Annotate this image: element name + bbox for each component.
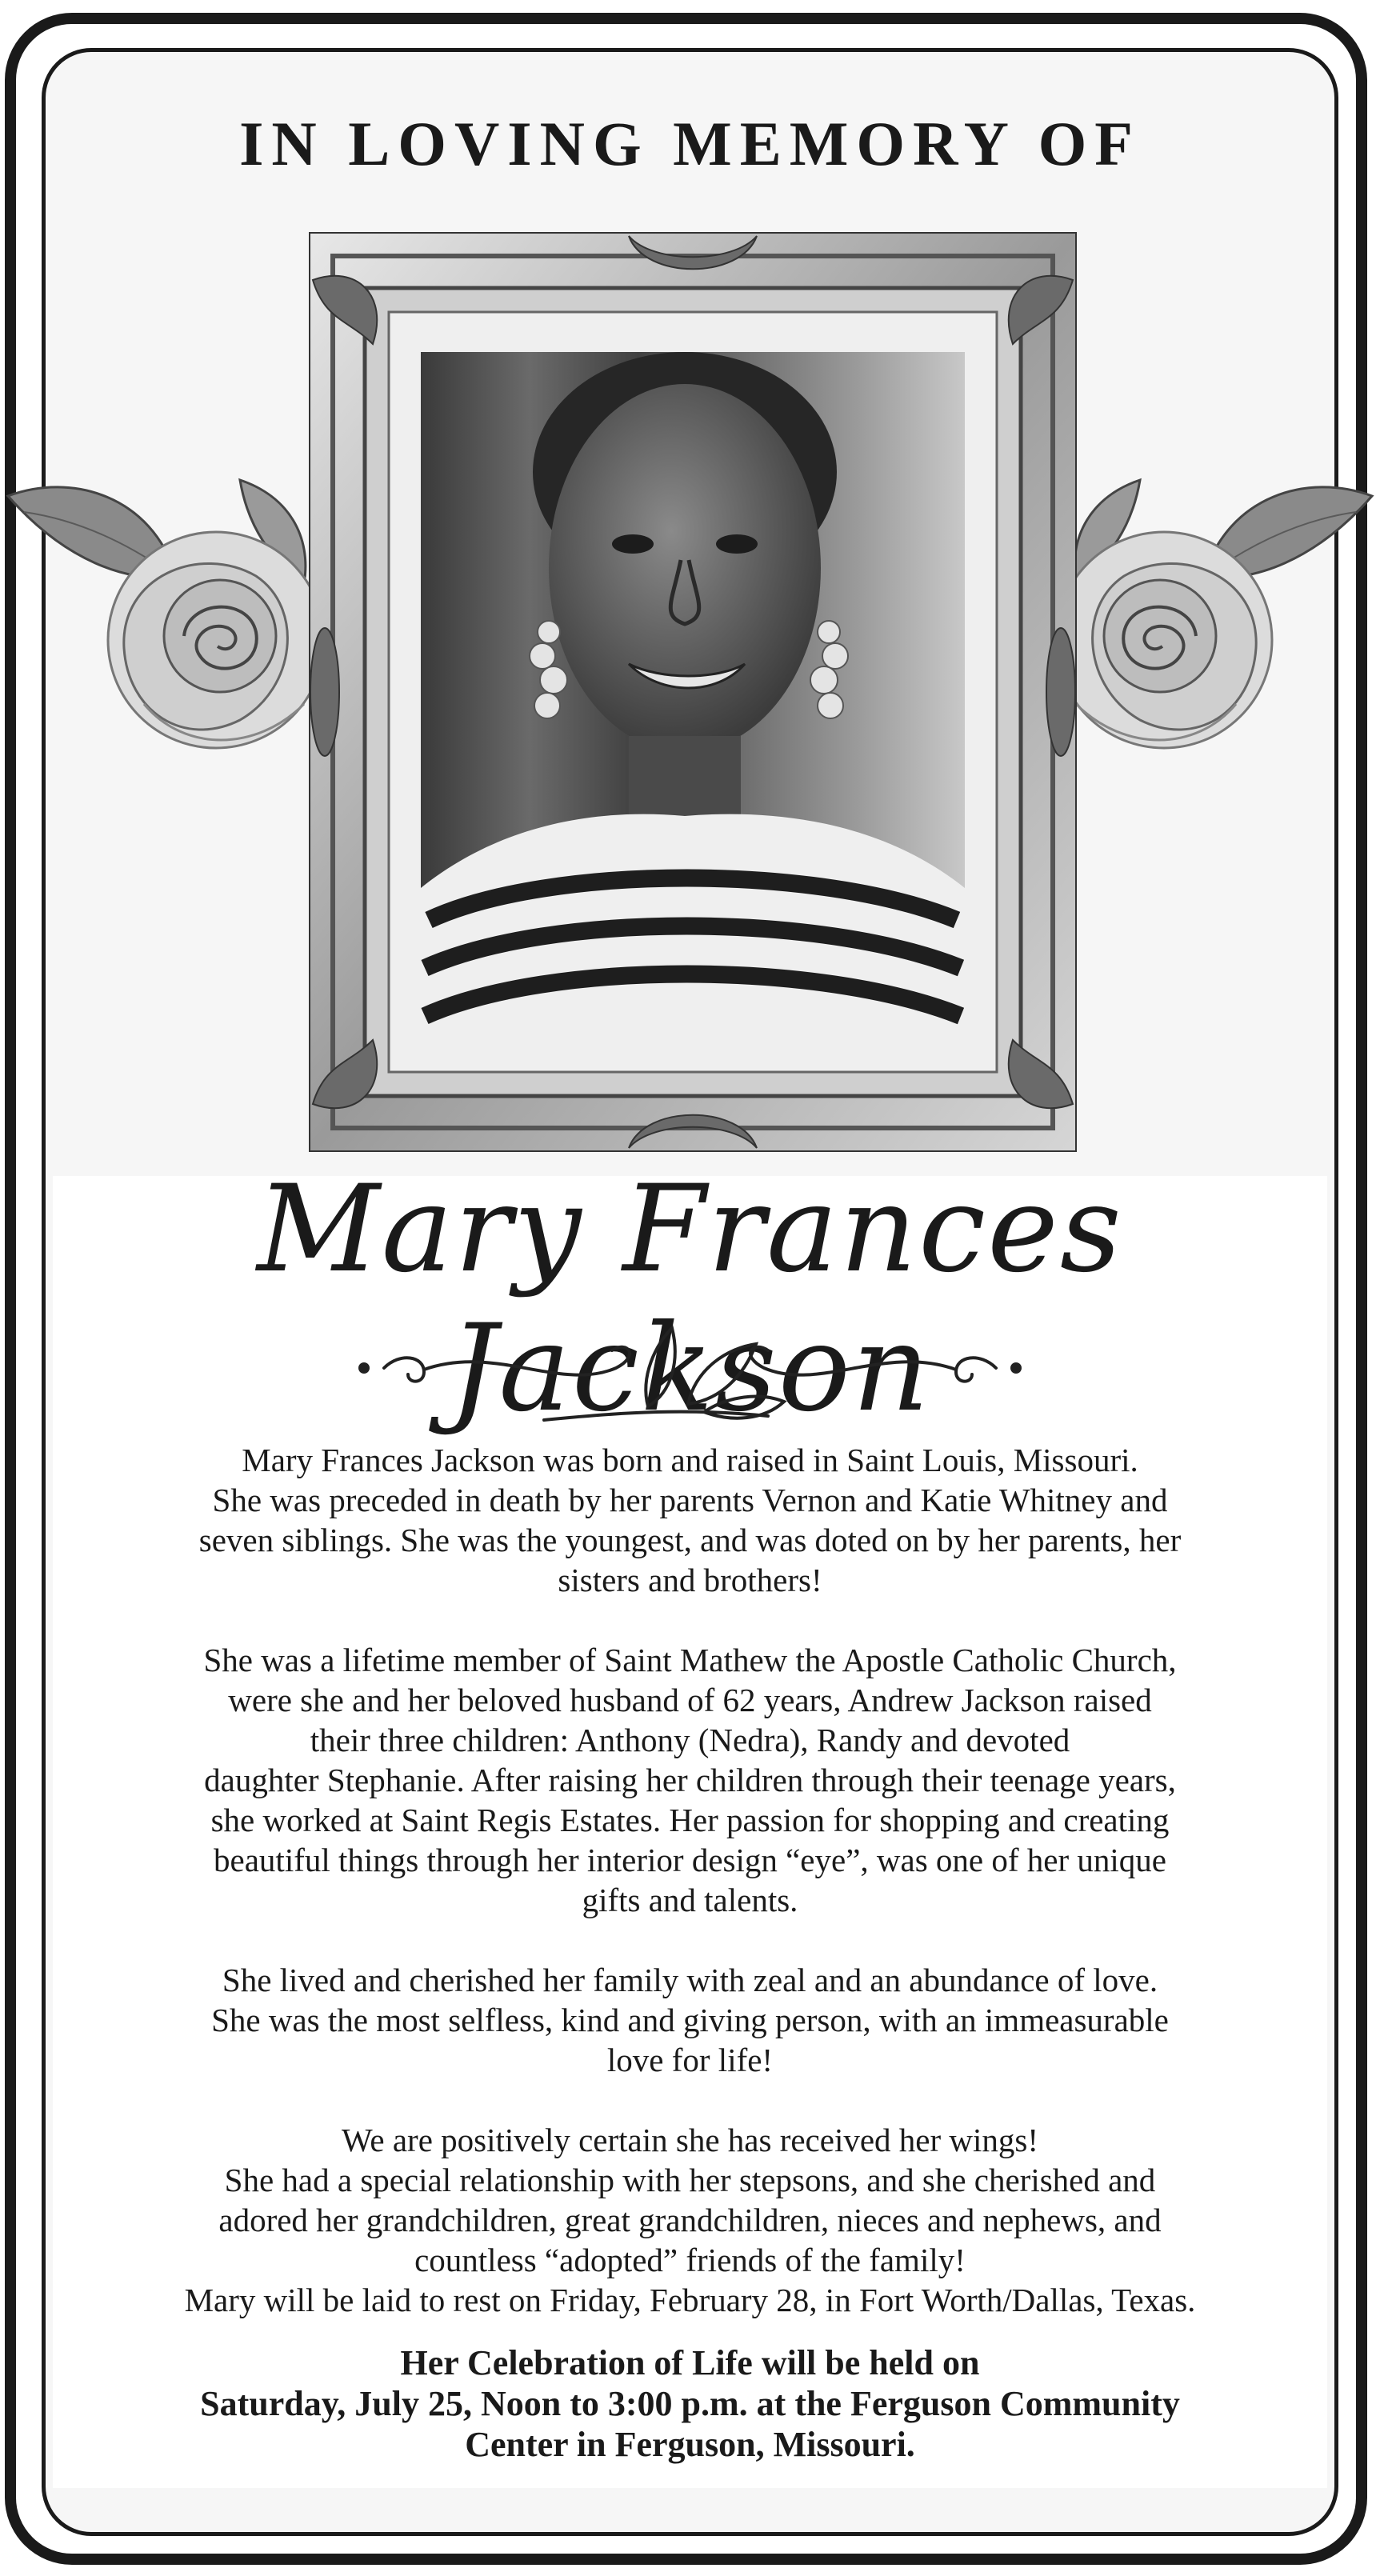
portrait-photo: [421, 352, 965, 1032]
flourish-divider-icon: [352, 1312, 1028, 1424]
obituary-paragraph: Mary Frances Jackson was born and raised in Saint Louis, Missouri. She was preceded in death by her parents Vernon and Katie Whitney and seven siblings. She was the youngest, and was doted on by her parents, her sisters and brothers!: [198, 1442, 1182, 1598]
rose-icon: [1060, 464, 1380, 784]
obituary-body: [64, 1440, 1316, 2465]
obituary-paragraph: We are positively certain she has received her wings! She had a special relationship with her stepsons, and she cherished and adored her grandchildren, great grandchildren, nieces and nephews, and countless “adopted” friends of the family! Mary will be laid to rest on Friday, February 28, in Fort Worth/Dallas, Texas.: [184, 2122, 1196, 2318]
celebration-notice: Her Celebration of Life will be held on Saturday, July 25, Noon to 3:00 p.m. at the Ferguson Community Center in Ferguson, Missouri.: [200, 2343, 1180, 2464]
ornate-frame: [309, 232, 1077, 1152]
deceased-name: Mary Frances Jackson: [257, 1160, 1123, 1438]
obituary-paragraph: She was a lifetime member of Saint Mathew the Apostle Catholic Church, were she and her beloved husband of 62 years, Andrew Jackson raised their three children: Anthony (Nedra), Randy and devoted daughter Stephanie. After raising her children through their teenage years, she worked at Saint Regis Estates. Her passion for shopping and creating beautiful things through her interior design “eye”, was one of her unique gifts and talents.: [203, 1642, 1177, 1918]
obituary-paragraph: She lived and cherished her family with zeal and an abundance of love. She was the most selfless, kind and giving person, with an immeasurable love for life!: [211, 1962, 1169, 2078]
rose-icon: [0, 464, 320, 784]
page-heading: IN LOVING MEMORY OF: [239, 109, 1141, 178]
